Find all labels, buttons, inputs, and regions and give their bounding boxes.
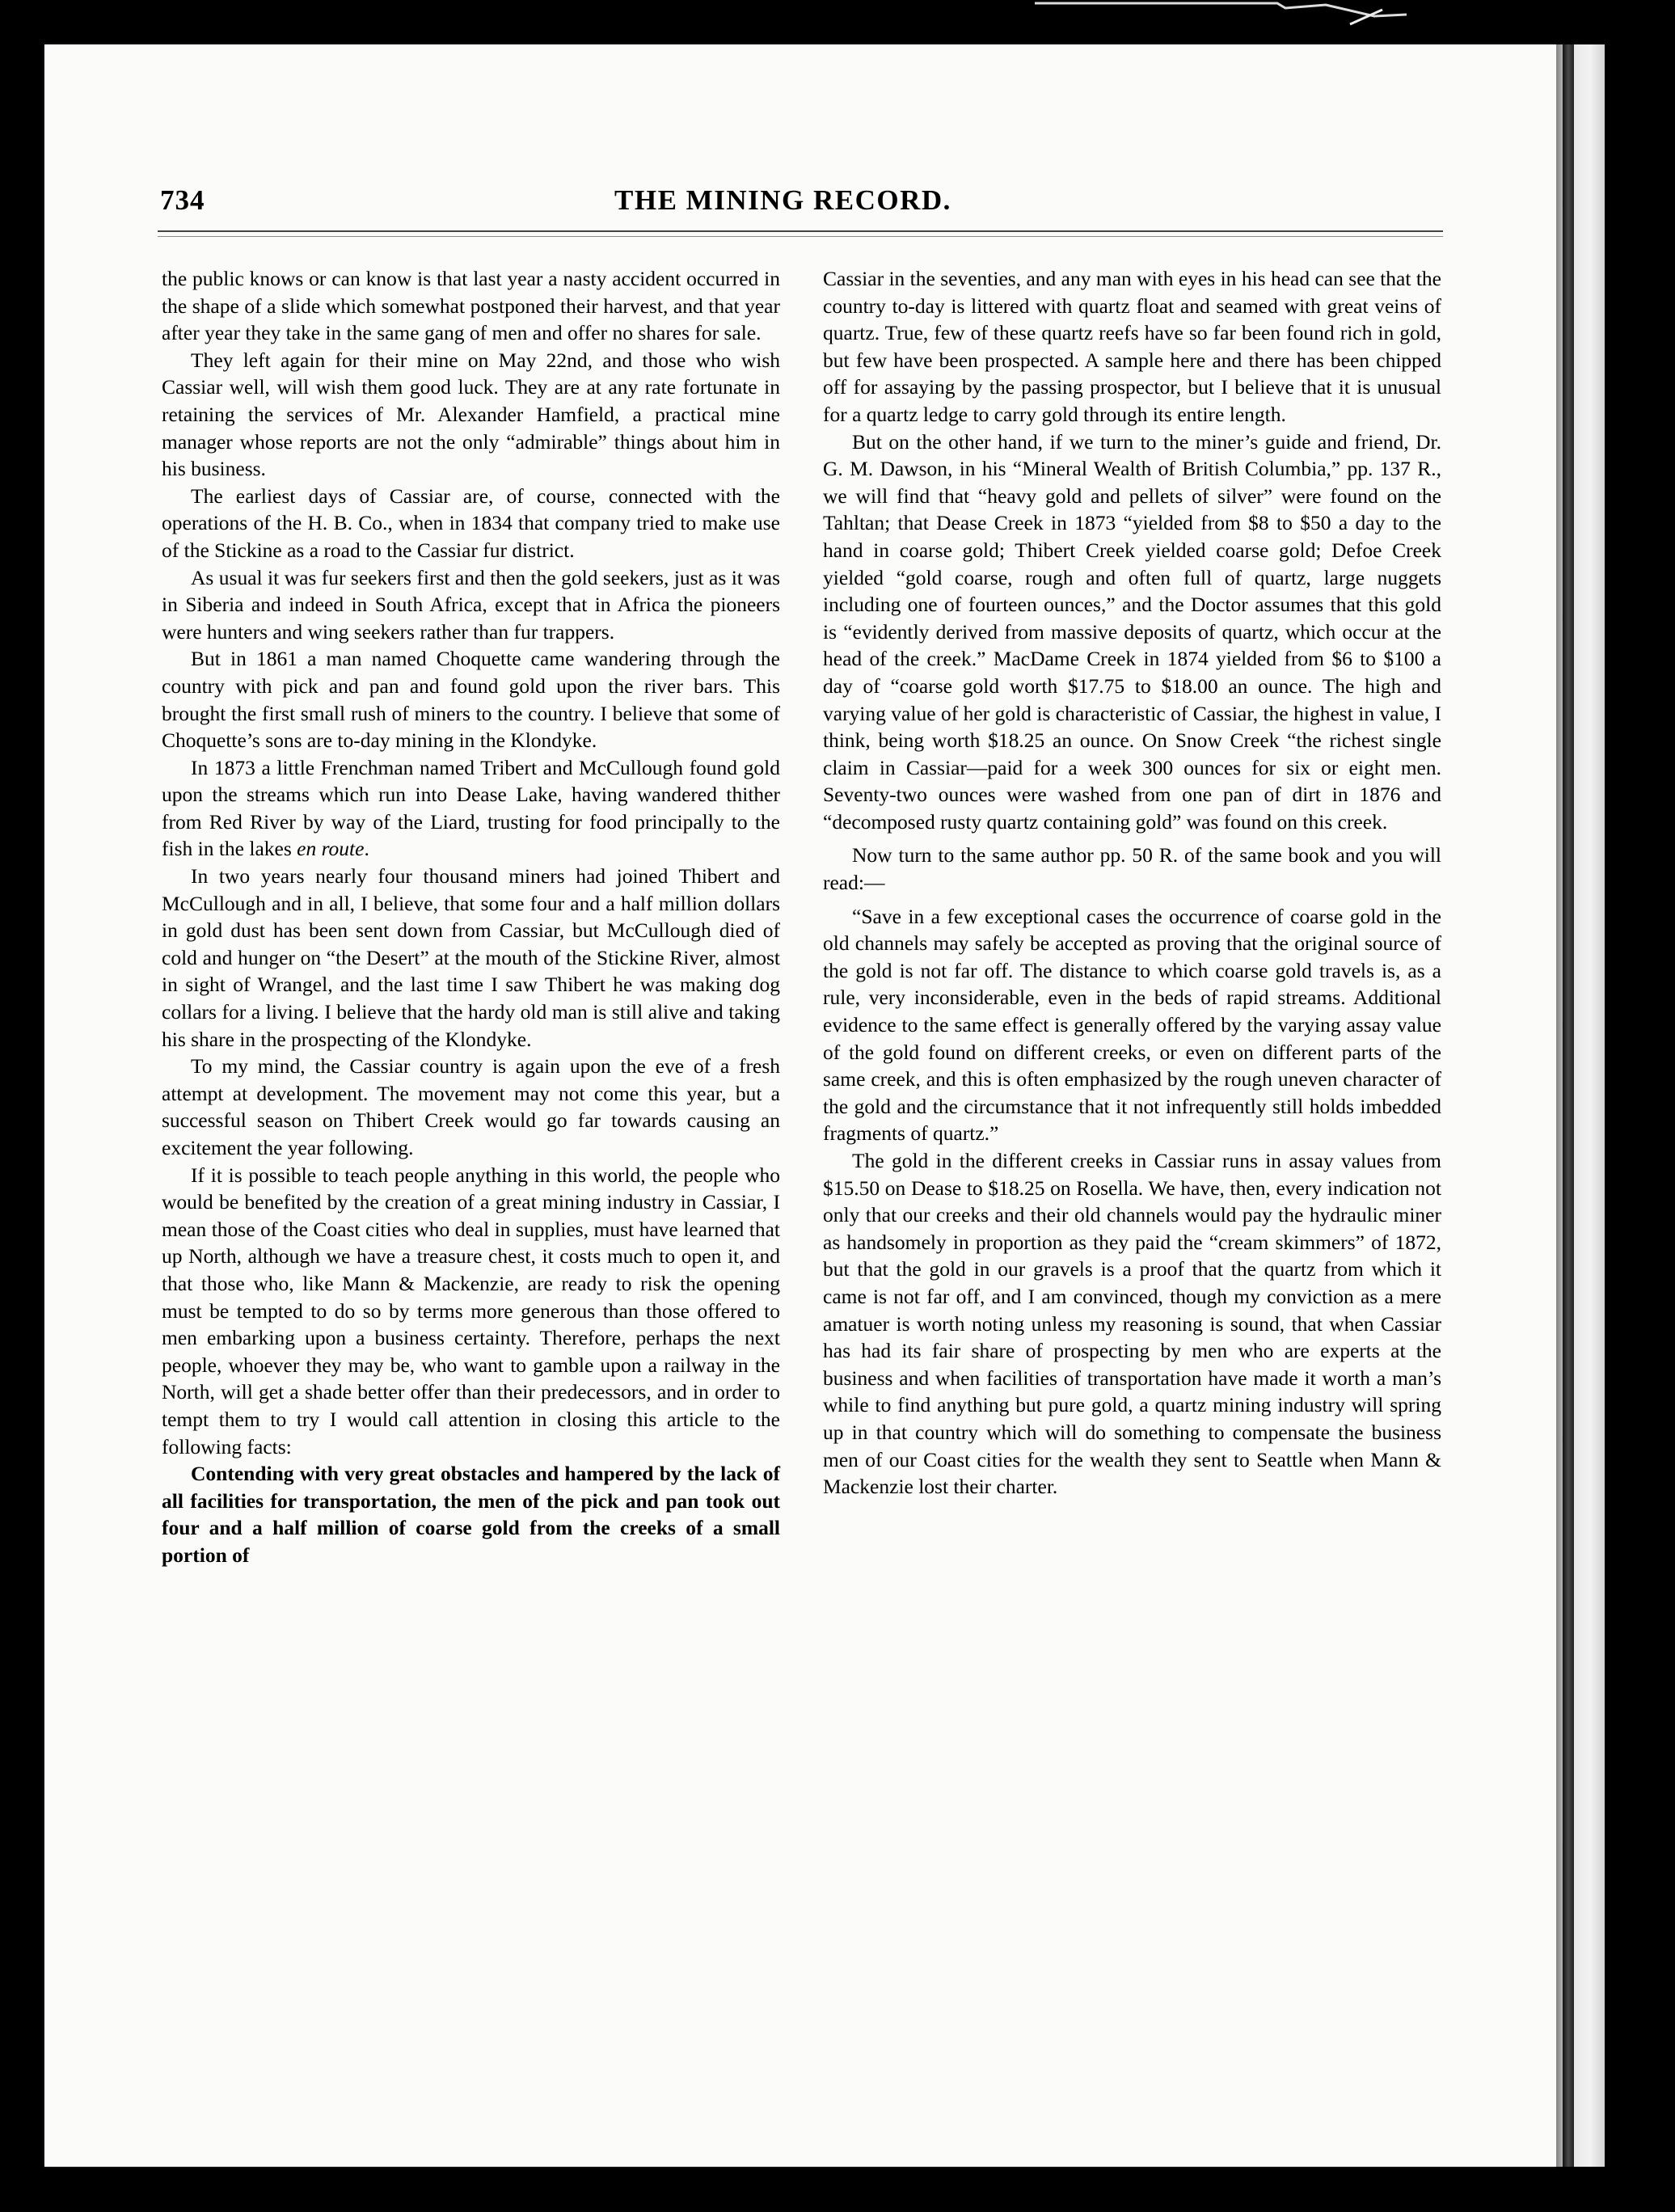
paragraph: The earliest days of Cassiar are, of course, connected with the operations of the H. B. Co., when in 1834 that company tried to make use of the Stickine as a road to the Cassiar fur district. bbox=[162, 483, 780, 562]
page-number: 734 bbox=[160, 184, 205, 216]
paragraph: The gold in the different creeks in Cassiar runs in assay values from $15.50 on Dease to $18.25 on Rosella. We have, then, every indication not only that our creeks and their old channels would pay the hydraulic miner as handsomely in proportion as they paid the “cream skimmers” of 1872, but that the gold in our gravels is a proof that the quartz from which it came is not far off, and I am convinced, though my conviction as a mere amatuer is worth noting unless my reasoning is sound, that when Cassiar has had its fair share of prospecting by men who are experts at the business and when facilities of transportation have made it worth a man’s while to find anything but pure gold, a quartz mining industry will spring up in that country which will do something to compensate the business men of our Coast cities for the wealth they sent to Seattle when Mann & Mackenzie lost their charter. bbox=[823, 1149, 1441, 1499]
header-rule bbox=[158, 230, 1443, 232]
paragraph-bold: Contending with very great obstacles and hampered by the lack of all facilities for transportation, the men of the pick and pan took out four and a half million of coarse gold from the creeks of a small portion of bbox=[162, 1462, 780, 1567]
paragraph: As usual it was fur seekers first and then the gold seekers, just as it was in Siberia and indeed in South Africa, except that in Africa the pioneers were hunters and wing seekers rather than fur trappers. bbox=[162, 565, 780, 644]
paragraph-text: In 1873 a little Frenchman named Tribert and McCullough found gold upon the streams which run into Dease Lake, having wandered thither from Red River by way of the Liard, trusting for food principally to the fish in the lakes bbox=[162, 755, 780, 861]
paragraph: They left again for their mine on May 22nd, and those who wish Cassiar well, will wish them good luck. They are at any rate fortunate in retaining the services of Mr. Alexander Hamfield, a practical mine manager whose reports are not the only “admirable” things about him in his business. bbox=[162, 348, 780, 481]
paragraph: But on the other hand, if we turn to the miner’s guide and friend, Dr. G. M. Dawson, in his “Mineral Wealth of British Columbia,” pp. 137 R., we will find that “heavy gold and pellets of silver” were found on the Tahltan; that Dease Creek in 1873 “yielded from $8 to $50 a day to the hand in coarse gold; Thibert Creek yielded coarse gold; Defoe Creek yielded “gold coarse, rough and often full of quartz, large nuggets including one of fourteen ounces,” and the Doctor assumes that this gold is “evidently derived from massive deposits of quartz, which occur at the head of the creek.” MacDame Creek in 1874 yielded from $6 to $100 a day of “coarse gold worth $17.75 to $18.00 an ounce. The high and varying value of her gold is characteristic of Cassiar, the highest in value, I think, being worth $18.25 an ounce. On Snow Creek “the richest single claim in Cassiar—paid for a week 300 ounces for six or eight men. Seventy-two ounces were washed from one pan of dirt in 1876 and “decomposed rusty quartz containing gold” was found on this creek. bbox=[823, 429, 1441, 834]
paragraph: But in 1861 a man named Choquette came wandering through the country with pick and pan and found gold upon the river bars. This brought the first small rush of miners to the country. I believe that some of Choquette’s sons are to-day mining in the Klondyke. bbox=[162, 647, 780, 753]
paragraph bbox=[162, 754, 780, 863]
paragraph: To my mind, the Cassiar country is again upon the eve of a fresh attempt at development. The movement may not come this year, but a successful season on Thibert Creek would go far towards causing an excitement the year following. bbox=[162, 1054, 780, 1159]
paragraph: If it is possible to teach people anything in this world, the people who would be benefited by the creation of a great mining industry in Cassiar, I mean those of the Coast cities who deal in supplies, must have learned that up North, although we have a treasure chest, it costs much to open it, and that those who, like Mann & Mackenzie, are ready to risk the opening must be tempted to do so by terms more generous than those offered to men embarking upon a business certainty. Therefore, perhaps the next people, whoever they may be, who want to gamble upon a railway in the North, will get a shade better offer than their predecessors, and in order to tempt them to try I would call attention in closing this article to the following facts: bbox=[162, 1163, 780, 1458]
quoted-paragraph: “Save in a few exceptional cases the occurrence of coarse gold in the old channels may safely be accepted as proving that the original source of the gold is not far off. The distance to which coarse gold travels is, as a rule, very inconsiderable, even in the beds of rapid streams. Additional evidence to the same effect is generally offered by the varying assay value of the gold found on different creeks, or even on different parts of the same creek, and this is often emphasized by the rough uneven character of the gold and the circumstance that it not infrequently still holds imbedded fragments of quartz.” bbox=[823, 904, 1441, 1146]
page-right-edge bbox=[1556, 44, 1605, 2167]
binding-seam bbox=[1563, 44, 1574, 2167]
left-column bbox=[162, 265, 780, 1569]
paragraph: In two years nearly four thousand miners had joined Thibert and McCullough and in all, I believe, that some four and a half million dollars in gold dust has been sent down from Cassiar, but McCullough died of cold and hunger on “the Desert” at the mouth of the Stickine River, almost in sight of Wrangel, and the last time I saw Thibert he was making dog collars for a living. I believe that the hardy old man is still alive and taking his share in the prospecting of the Klondyke. bbox=[162, 864, 780, 1051]
italic-phrase: en route bbox=[297, 837, 365, 861]
paragraph: the public knows or can know is that last year a nasty accident occurred in the shape of a slide which somewhat postponed their harvest, and that year after year they take in the same gang of men and offer no shares for sale. bbox=[162, 267, 780, 345]
right-column bbox=[823, 265, 1441, 1501]
scan-edge-mark bbox=[1035, 0, 1407, 40]
header-rule-thin bbox=[158, 236, 1443, 237]
paragraph: Cassiar in the seventies, and any man with eyes in his head can see that the country to-day is littered with quartz float and seamed with great veins of quartz. True, few of these quartz reefs have so far been found rich in gold, but few have been prospected. A sample here and there has been chipped off for assaying by the passing prospector, but I believe that it is unusual for a quartz ledge to carry gold through its entire length. bbox=[823, 267, 1441, 426]
paragraph: Now turn to the same author pp. 50 R. of the same book and you will read:— bbox=[823, 843, 1441, 895]
paragraph-tail: . bbox=[364, 837, 369, 861]
journal-title: THE MINING RECORD. bbox=[614, 184, 951, 216]
